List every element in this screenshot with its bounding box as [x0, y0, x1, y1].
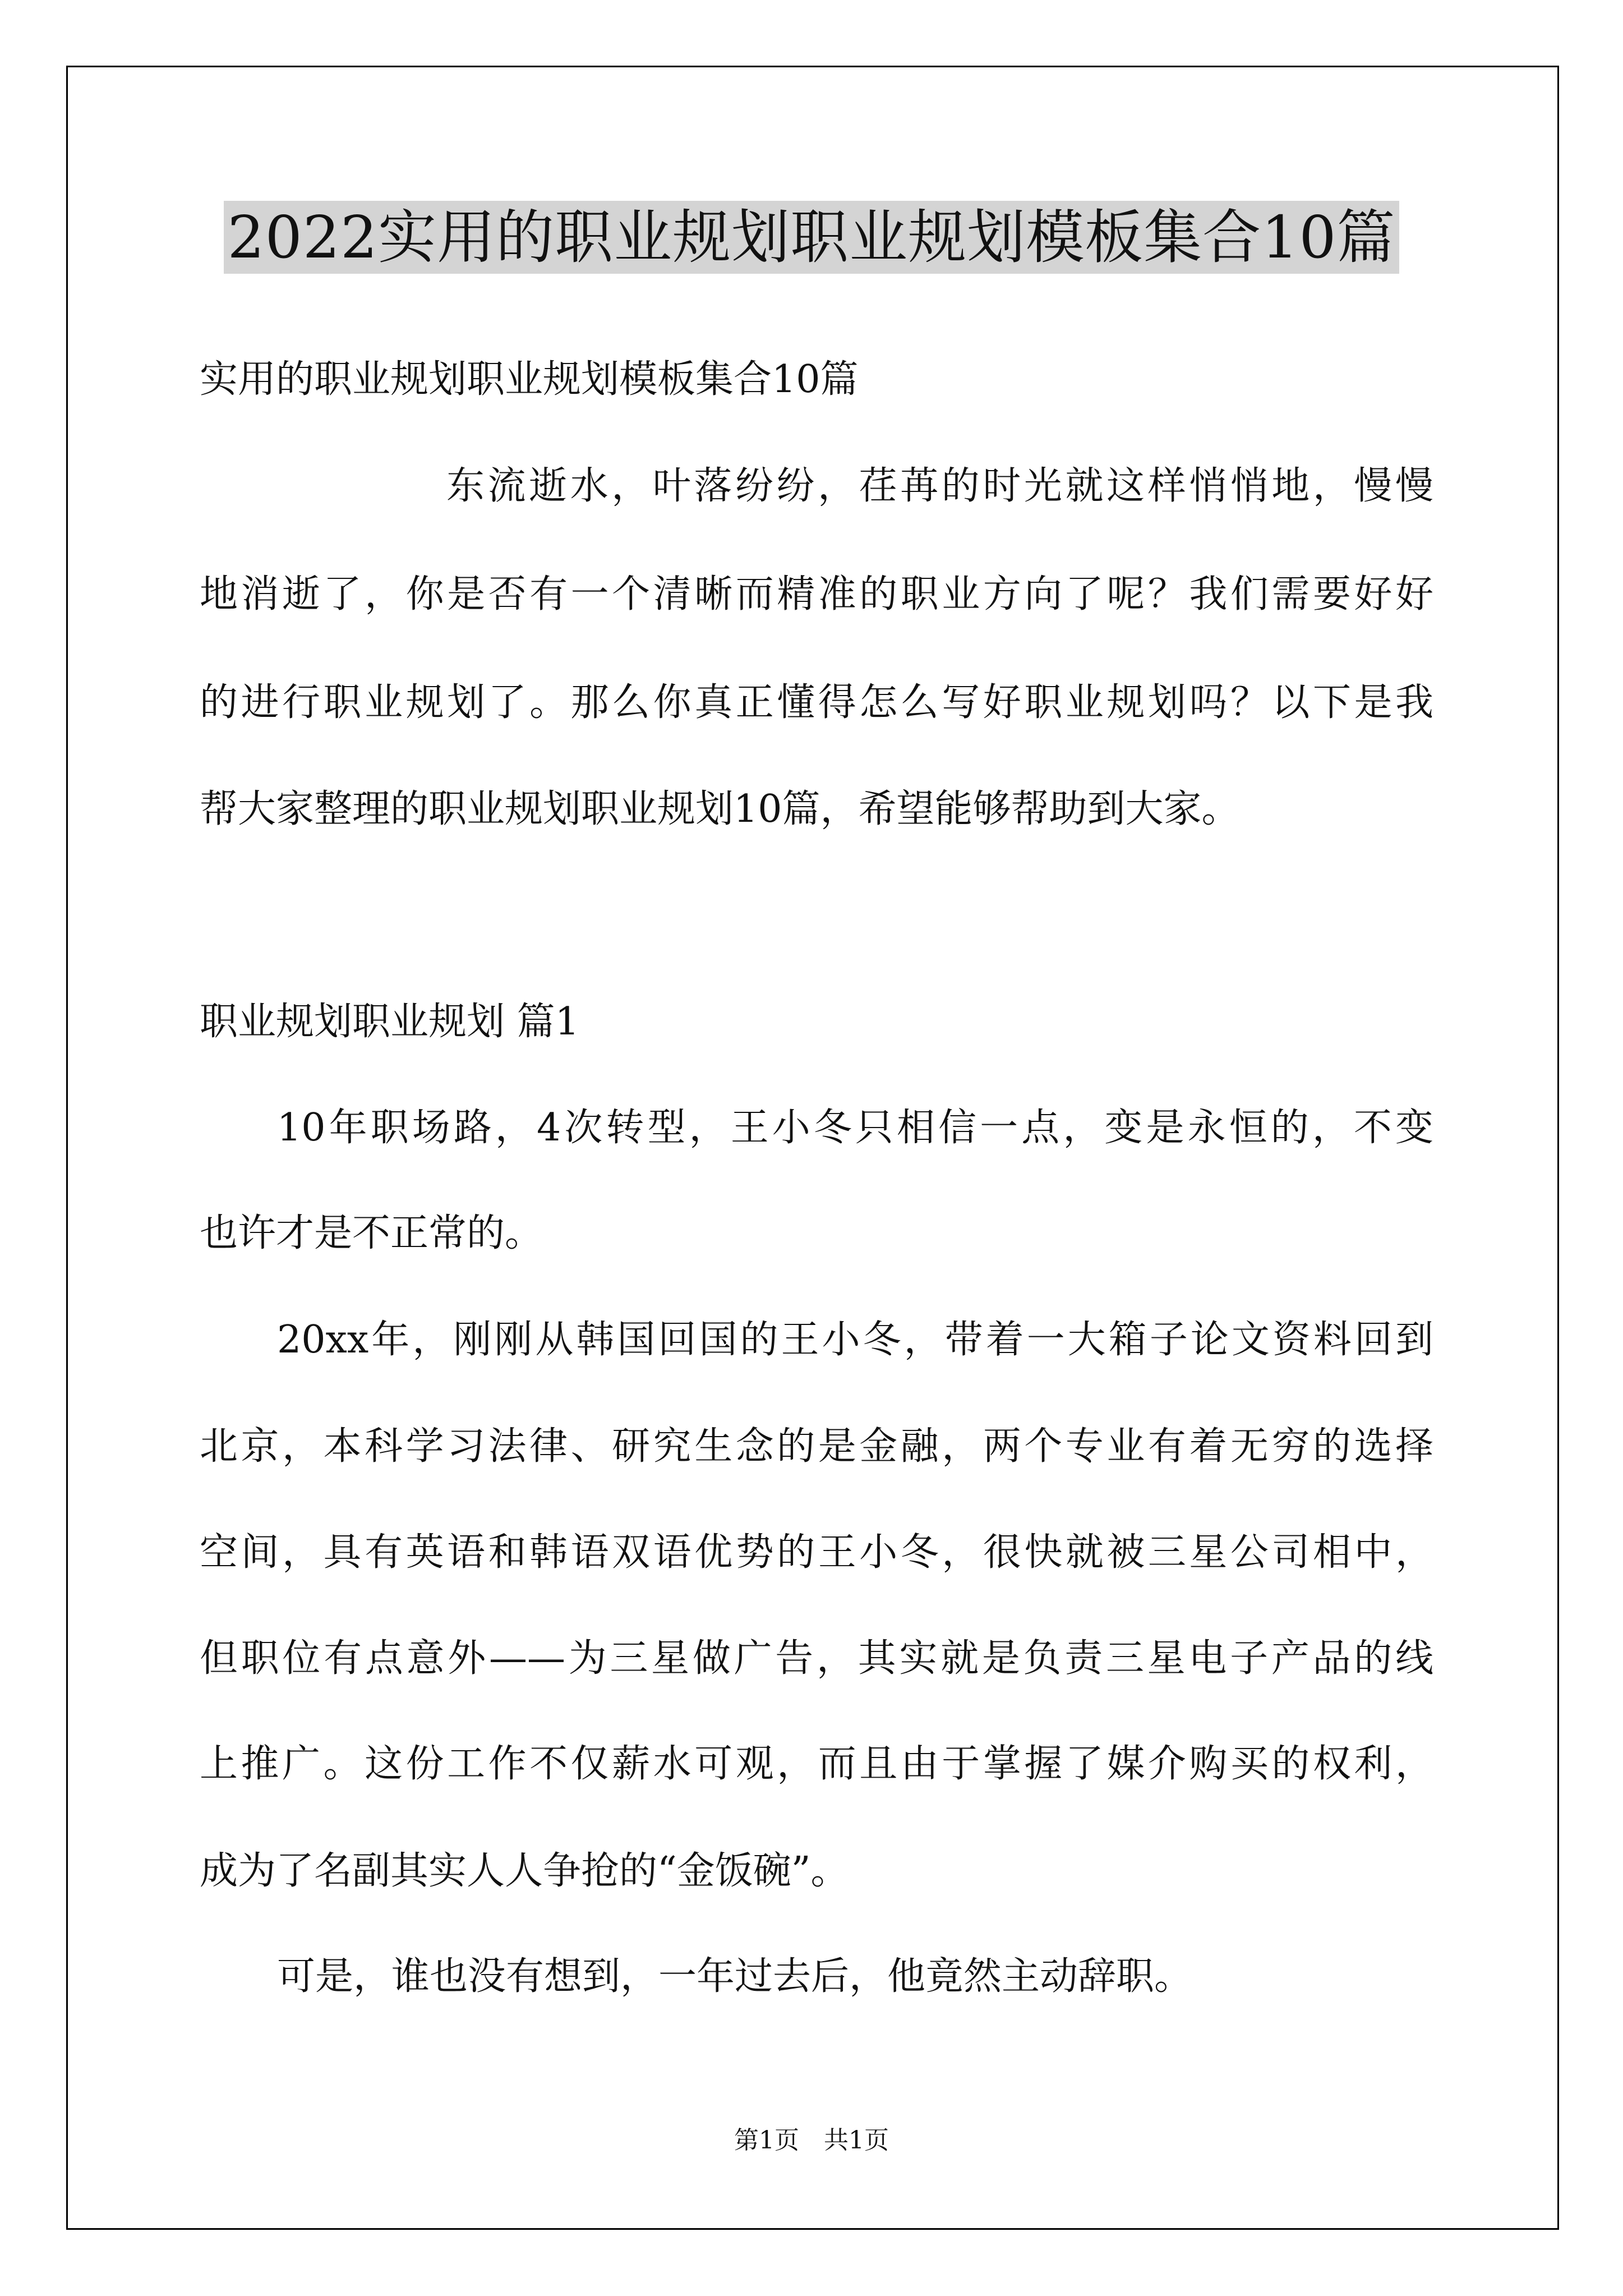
- paragraph-line: 北京，本科学习法律、研究生念的是金融，两个专业有着无穷的选择: [200, 1424, 1433, 1469]
- section-heading: 职业规划职业规划 篇1: [200, 1000, 579, 1044]
- paragraph-line: 也许才是不正常的。: [200, 1211, 543, 1255]
- paragraph-line: 20xx年，刚刚从韩国回国的王小冬，带着一大箱子论文资料回到: [277, 1318, 1433, 1362]
- intro-line: 的进行职业规划了。那么你真正懂得怎么写好职业规划吗？以下是我: [200, 680, 1433, 725]
- intro-line: 东流逝水，叶落纷纷，荏苒的时光就这样悄悄地，慢慢: [446, 464, 1433, 508]
- paragraph-line: 上推广。这份工作不仅薪水可观，而且由于掌握了媒介购买的权利，: [200, 1742, 1433, 1786]
- paragraph-line: 可是，谁也没有想到，一年过去后，他竟然主动辞职。: [277, 1954, 1193, 1999]
- document-title: 2022实用的职业规划职业规划模板集合10篇: [224, 201, 1399, 274]
- paragraph-line: 10年职场路，4次转型，王小冬只相信一点，变是永恒的，不变: [277, 1106, 1433, 1150]
- paragraph-line: 空间，具有英语和韩语双语优势的王小冬，很快就被三星公司相中，: [200, 1530, 1433, 1575]
- paragraph-line: 成为了名副其实人人争抢的“金饭碗”。: [200, 1849, 849, 1893]
- document-subtitle: 实用的职业规划职业规划模板集合10篇: [200, 357, 859, 402]
- intro-line: 地消逝了，你是否有一个清晰而精准的职业方向了呢？我们需要好好: [200, 572, 1433, 616]
- paragraph-line: 但职位有点意外——为三星做广告，其实就是负责三星电子产品的线: [200, 1636, 1433, 1681]
- title-container: [0, 201, 1623, 274]
- intro-line: 帮大家整理的职业规划职业规划10篇，希望能够帮助到大家。: [200, 787, 1240, 831]
- page-footer: 第1页 共1页: [734, 2126, 889, 2155]
